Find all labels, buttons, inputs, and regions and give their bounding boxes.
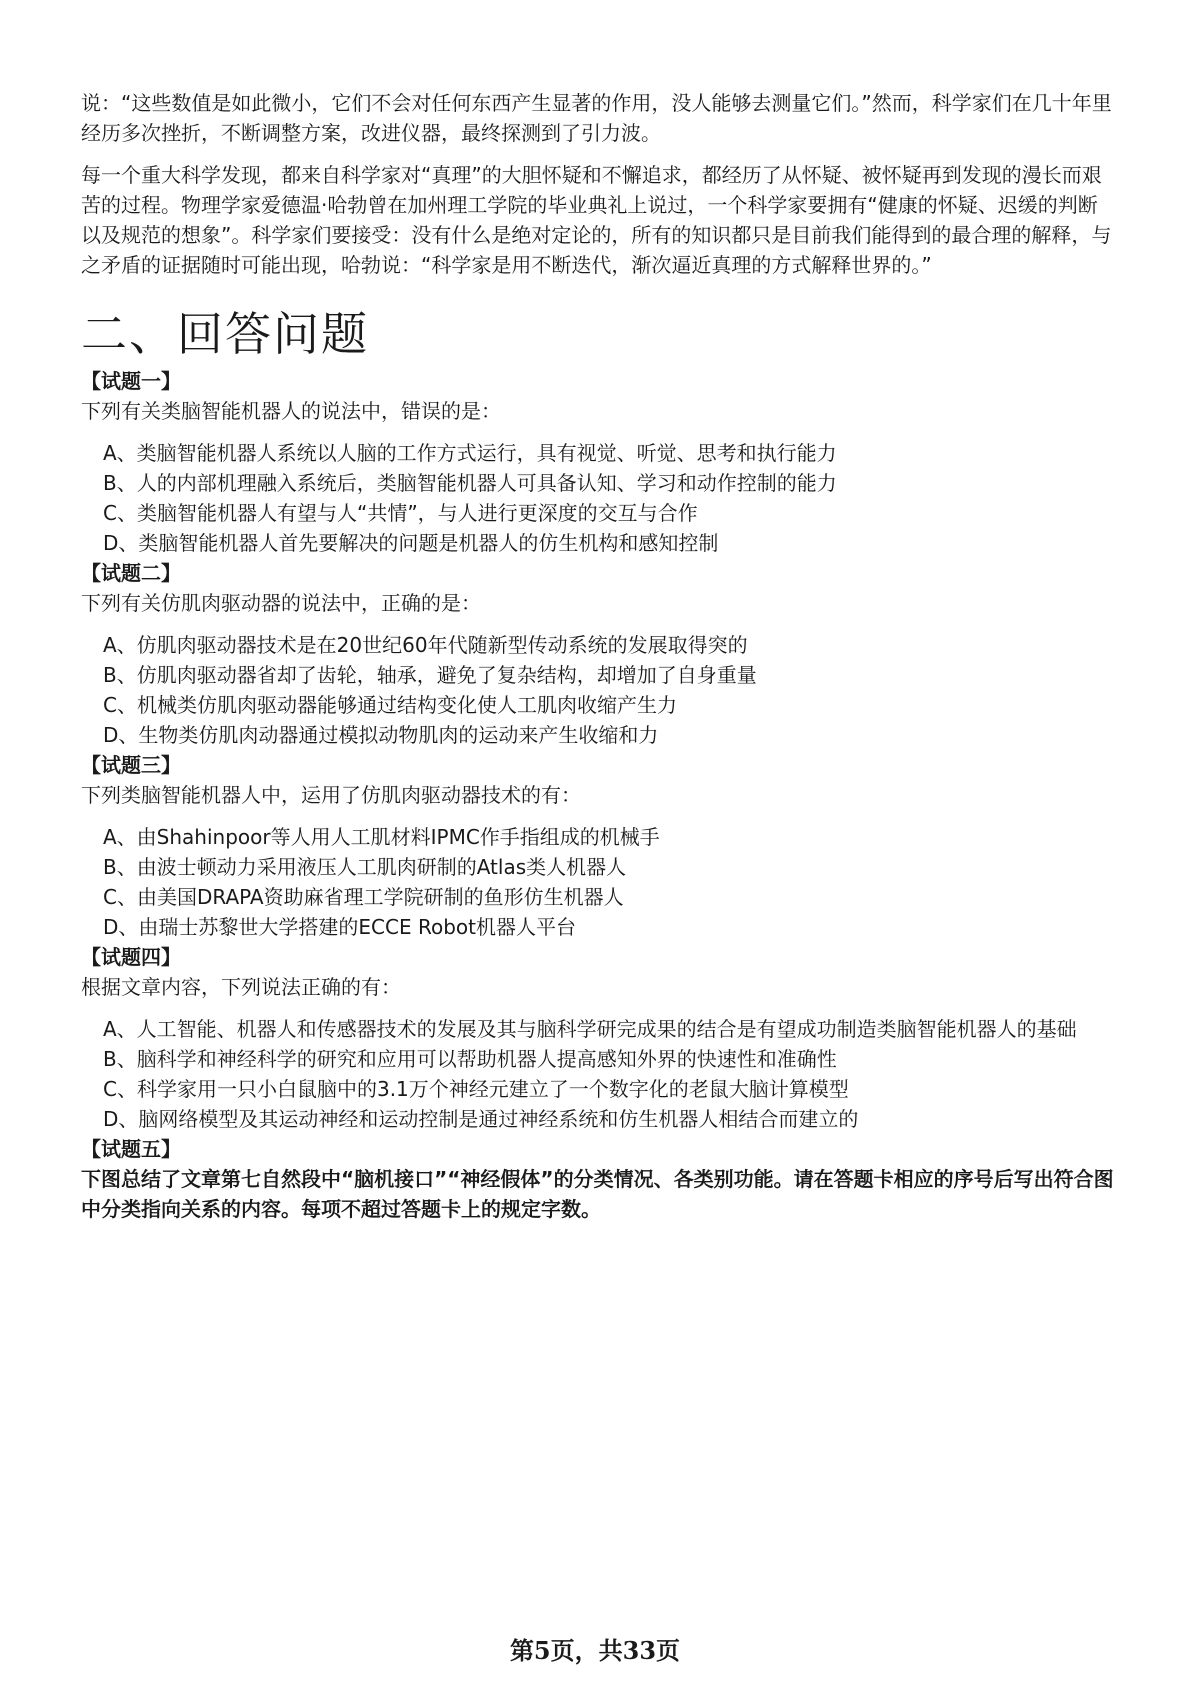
question-5 <box>81 1134 1117 1224</box>
question-header: 【试题二】 <box>81 561 181 585</box>
option-b: B、人的内部机理融入系统后，类脑智能机器人可具备认知、学习和动作控制的能力 <box>103 471 837 495</box>
question-1 <box>81 366 1117 558</box>
option-b: B、由波士顿动力采用液压人工肌肉研制的Atlas类人机器人 <box>103 855 627 879</box>
option-c: C、机械类仿肌肉驱动器能够通过结构变化使人工肌肉收缩产生力 <box>103 693 677 717</box>
question-stem: 下列类脑智能机器人中，运用了仿肌肉驱动器技术的有： <box>81 783 581 807</box>
question-stem: 下图总结了文章第七自然段中“脑机接口”“神经假体”的分类情况、各类别功能。请在答题卡相应的序号后写出符合图中分类指向关系的内容。每项不超过答题卡上的规定字数。 <box>81 1167 1114 1221</box>
option-d: D、脑网络模型及其运动神经和运动控制是通过神经系统和仿生机器人相结合而建立的 <box>103 1107 859 1131</box>
option-d: D、类脑智能机器人首先要解决的问题是机器人的仿生机构和感知控制 <box>103 531 719 555</box>
question-stem: 下列有关类脑智能机器人的说法中，错误的是： <box>81 399 501 423</box>
question-header: 【试题五】 <box>81 1137 181 1161</box>
option-d: D、由瑞士苏黎世大学搭建的ECCE Robot机器人平台 <box>103 915 576 939</box>
page-number: 第5页，共33页 <box>509 1636 681 1665</box>
option-a: A、仿肌肉驱动器技术是在20世纪60年代随新型传动系统的发展取得突的 <box>103 633 748 657</box>
option-b: B、仿肌肉驱动器省却了齿轮，轴承，避免了复杂结构，却增加了自身重量 <box>103 663 757 687</box>
option-a: A、类脑智能机器人系统以人脑的工作方式运行，具有视觉、听觉、思考和执行能力 <box>103 441 837 465</box>
question-header: 【试题三】 <box>81 753 181 777</box>
option-list <box>81 1014 1117 1134</box>
option-list <box>81 438 1117 558</box>
option-c: C、由美国DRAPA资助麻省理工学院研制的鱼形仿生机器人 <box>103 885 624 909</box>
intro-paragraph-1: 说：“这些数值是如此微小，它们不会对任何东西产生显著的作用，没人能够去测量它们。”然而，科学家们在几十年里经历多次挫折，不断调整方案，改进仪器，最终探测到了引力波。 <box>81 91 1112 145</box>
option-list <box>81 822 1117 942</box>
question-4 <box>81 942 1117 1134</box>
question-header: 【试题一】 <box>81 369 181 393</box>
option-b: B、脑科学和神经科学的研究和应用可以帮助机器人提高感知外界的快速性和准确性 <box>103 1047 837 1071</box>
option-a: A、由Shahinpoor等人用人工肌材料IPMC作手指组成的机械手 <box>103 825 660 849</box>
option-c: C、科学家用一只小白鼠脑中的3.1万个神经元建立了一个数字化的老鼠大脑计算模型 <box>103 1077 849 1101</box>
question-stem: 根据文章内容，下列说法正确的有： <box>81 975 401 999</box>
section-title: 二、回答问题 <box>81 307 369 361</box>
document-body <box>81 88 1117 1236</box>
intro-paragraph-2: 每一个重大科学发现，都来自科学家对“真理”的大胆怀疑和不懈追求，都经历了从怀疑、被怀疑再到发现的漫长而艰苦的过程。物理学家爱德温·哈勃曾在加州理工学院的毕业典礼上说过，一个科学家要拥有“健康的怀疑、迟缓的判断以及规范的想象”。科学家们要接受：没有什么是绝对定论的，所有的知识都只是目前我们能得到的最合理的解释，与之矛盾的证据随时可能出现，哈勃说：“科学家是用不断迭代，渐次逼近真理的方式解释世界的。” <box>81 163 1112 277</box>
option-d: D、生物类仿肌肉动器通过模拟动物肌肉的运动来产生收缩和力 <box>103 723 659 747</box>
question-3 <box>81 750 1117 942</box>
option-a: A、人工智能、机器人和传感器技术的发展及其与脑科学研完成果的结合是有望成功制造类脑智能机器人的基础 <box>103 1017 1077 1041</box>
option-c: C、类脑智能机器人有望与人“共情”，与人进行更深度的交互与合作 <box>103 501 698 525</box>
option-list <box>81 630 1117 750</box>
question-header: 【试题四】 <box>81 945 181 969</box>
question-2 <box>81 558 1117 750</box>
question-stem: 下列有关仿肌肉驱动器的说法中，正确的是： <box>81 591 481 615</box>
